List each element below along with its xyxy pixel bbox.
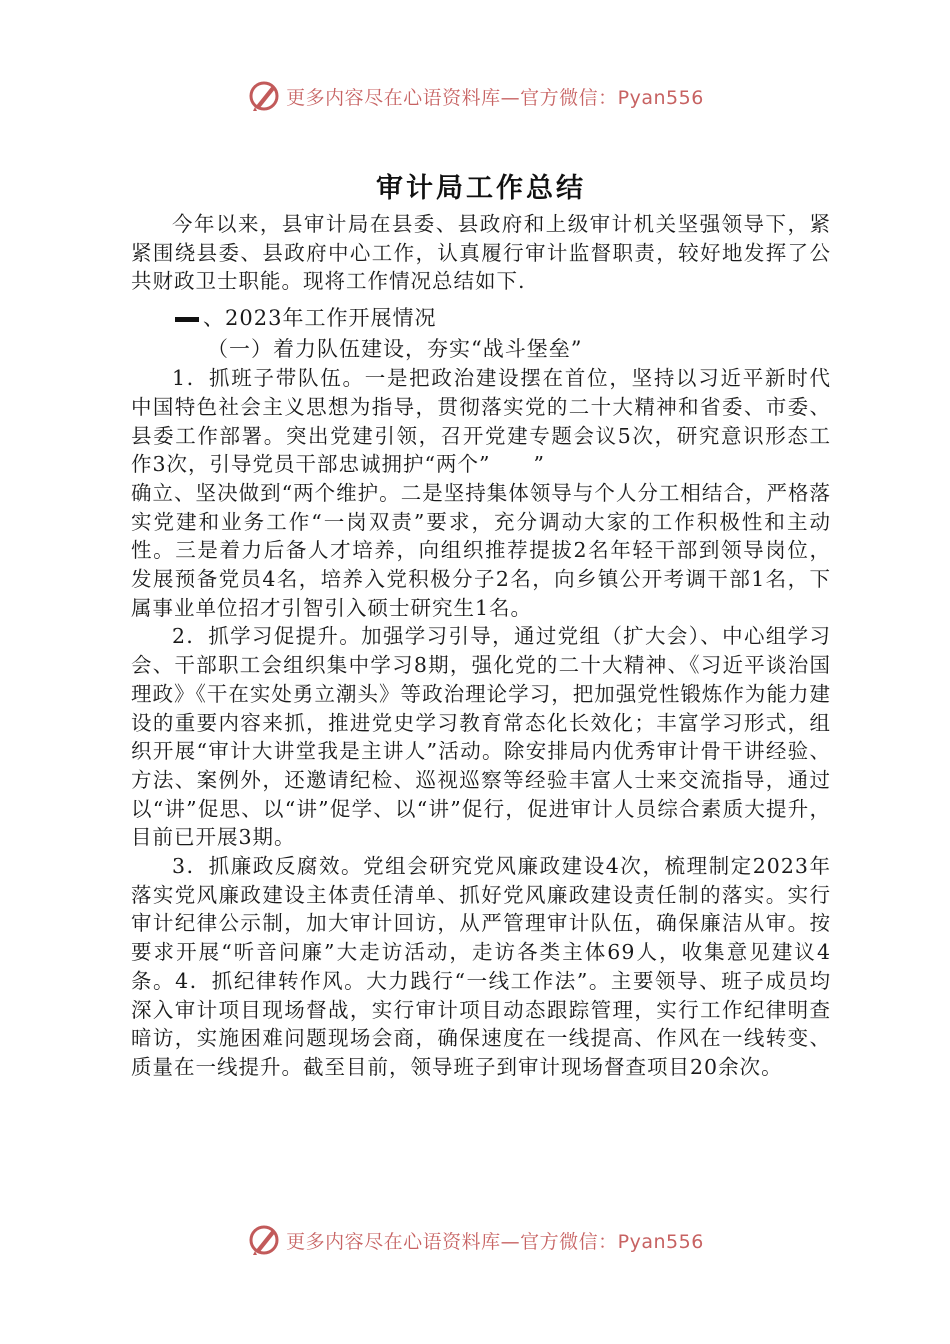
section-heading-1-text: 、2023年工作开展情况: [203, 306, 437, 331]
paragraph-2: 2．抓学习促提升。加强学习引导，通过党组（扩大会）、中心组学习会、干部职工会组织集中学习8期，强化党的二十大精神、《习近平谈治国理政》《干在实处勇立潮头》等政治理论学习，把加强党性锻炼作为能力建设的重要内容来抓，推进党史学习教育常态化长效化；丰富学习形式，组织开展“审计大讲堂我是主讲人”活动。除安排局内优秀审计骨干讲经验、方法、案例外，还邀请纪检、巡视巡察等经验丰富人士来交流指导，通过以“讲”促思、以“讲”促学、以“讲”促行，促进审计人员综合素质大提升，目前已开展3期。: [131, 624, 831, 850]
document-body: [131, 168, 831, 1082]
paragraph-1b: 确立、坚决做到“两个维护。二是坚持集体领导与个人分工相结合，严格落实党建和业务工作“一岗双责”要求，充分调动大家的工作积极性和主动性。三是着力后备人才培养，向组织推荐提拔2名年轻干部到领导岗位，发展预备党员4名，培养入党积极分子2名，向乡镇公开考调干部1名，下属事业单位招才引智引入硕士研究生1名。: [131, 480, 831, 620]
watermark-footer: [0, 1218, 950, 1262]
watermark-text: 更多内容尽在心语资料库—官方微信：Pyan556: [286, 1230, 704, 1253]
section-heading-1: [131, 302, 831, 334]
document-title: 审计局工作总结: [376, 173, 586, 204]
pen-logo-icon: [246, 1222, 282, 1258]
intro-paragraph: 今年以来，县审计局在县委、县政府和上级审计机关坚强领导下，紧紧围绕县委、县政府中心工作，认真履行审计监督职责，较好地发挥了公共财政卫士职能。现将工作情况总结如下.: [131, 212, 831, 294]
subsection-heading-1: （一）着力队伍建设，夯实“战斗堡垒”: [207, 337, 583, 362]
paragraph-1a: 1．抓班子带队伍。一是把政治建设摆在首位，坚持以习近平新时代中国特色社会主义思想为指导，贯彻落实党的二十大精神和省委、市委、县委工作部署。突出党建引领，召开党建专题会议5次，研究意识形态工作3次，引导党员干部忠诚拥护“两个” ”: [131, 366, 831, 477]
paragraph-3: 3．抓廉政反腐效。党组会研究党风廉政建设4次，梳理制定2023年落实党风廉政建设主体责任清单、抓好党风廉政建设责任制的落实。实行审计纪律公示制，加大审计回访，从严管理审计队伍，确保廉洁从审。按要求开展“听音问廉”大走访活动，走访各类主体69人，收集意见建议4条。4．抓纪律转作风。大力践行“一线工作法”。主要领导、班子成员均深入审计项目现场督战，实行审计项目动态跟踪管理，实行工作纪律明查暗访，实施困难问题现场会商，确保速度在一线提高、作风在一线转变、质量在一线提升。截至目前，领导班子到审计现场督查项目20余次。: [131, 854, 831, 1079]
heading-dash-mark: [175, 317, 199, 322]
watermark-text: 更多内容尽在心语资料库—官方微信：Pyan556: [286, 86, 704, 109]
pen-logo-icon: [246, 78, 282, 114]
watermark-header: [0, 74, 950, 118]
